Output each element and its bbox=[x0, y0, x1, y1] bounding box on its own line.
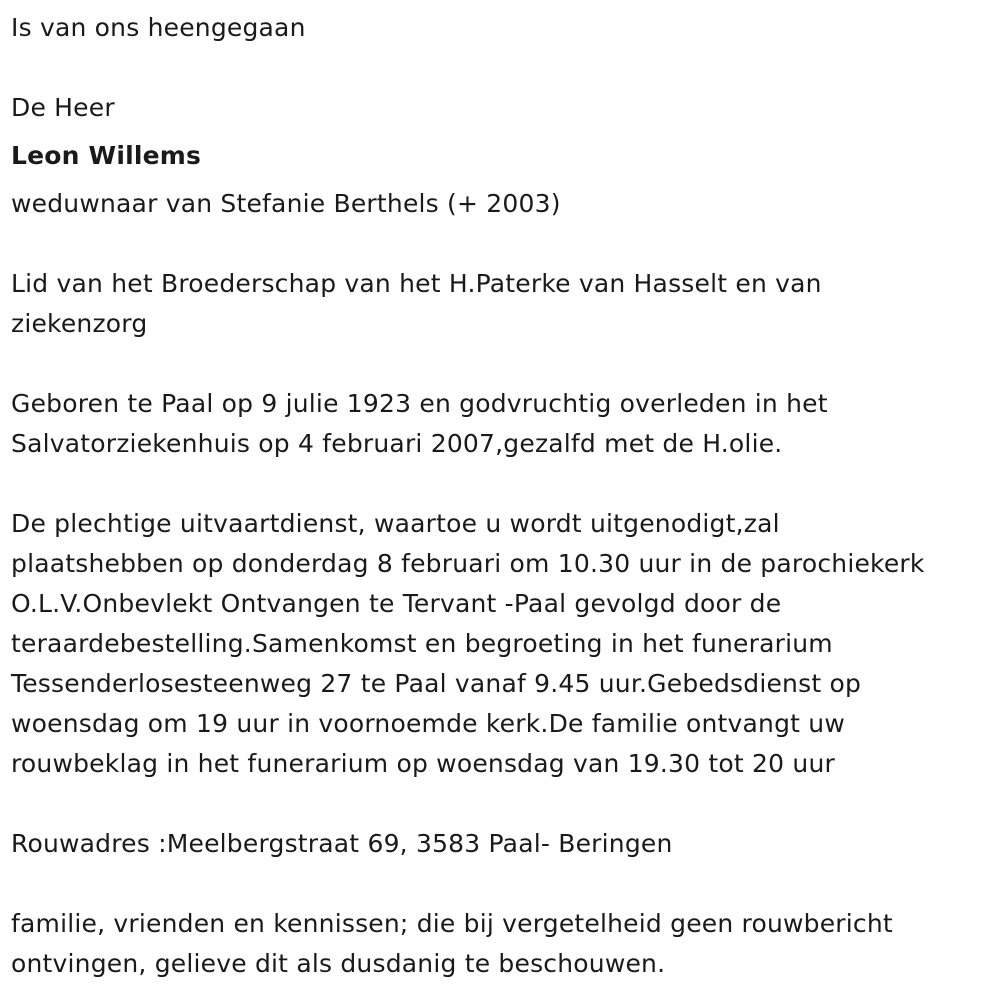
honorific-title: De Heer bbox=[11, 93, 115, 122]
birth-death-line: Geboren te Paal op 9 julie 1923 en godvruchtig overleden in het bbox=[11, 389, 828, 418]
birth-death-line: Salvatorziekenhuis op 4 februari 2007,gezalfd met de H.olie. bbox=[11, 429, 783, 458]
funeral-paragraph bbox=[11, 504, 1000, 784]
funeral-line: rouwbeklag in het funerarium op woensdag van 19.30 tot 20 uur bbox=[11, 749, 835, 778]
membership-paragraph bbox=[11, 264, 1000, 344]
membership-line: ziekenzorg bbox=[11, 309, 148, 338]
closing-paragraph bbox=[11, 904, 1000, 984]
title-paragraph bbox=[11, 88, 1000, 128]
funeral-line: teraardebestelling.Samenkomst en begroeting in het funerarium bbox=[11, 629, 833, 658]
funeral-line: O.L.V.Onbevlekt Ontvangen te Tervant -Paal gevolgd door de bbox=[11, 589, 782, 618]
funeral-line: plaatshebben op donderdag 8 februari om 10.30 uur in de parochiekerk bbox=[11, 549, 925, 578]
intro-text: Is van ons heengegaan bbox=[11, 13, 306, 42]
deceased-name: Leon Willems bbox=[11, 141, 202, 170]
funeral-line: Tessenderlosesteenweg 27 te Paal vanaf 9.45 uur.Gebedsdienst op bbox=[11, 669, 862, 698]
intro-paragraph bbox=[11, 8, 1000, 48]
closing-line: ontvingen, gelieve dit als dusdanig te beschouwen. bbox=[11, 949, 666, 978]
widower-text: weduwnaar van Stefanie Berthels (+ 2003) bbox=[11, 189, 561, 218]
birth-death-paragraph bbox=[11, 384, 1000, 464]
closing-line: familie, vrienden en kennissen; die bij vergetelheid geen rouwbericht bbox=[11, 909, 893, 938]
name-paragraph bbox=[11, 136, 1000, 176]
funeral-line: De plechtige uitvaartdienst, waartoe u wordt uitgenodigt,zal bbox=[11, 509, 780, 538]
address-paragraph bbox=[11, 824, 1000, 864]
mourning-address: Rouwadres :Meelbergstraat 69, 3583 Paal- Beringen bbox=[11, 829, 673, 858]
funeral-line: woensdag om 19 uur in voornoemde kerk.De familie ontvangt uw bbox=[11, 709, 845, 738]
membership-line: Lid van het Broederschap van het H.Paterke van Hasselt en van bbox=[11, 269, 822, 298]
widower-paragraph bbox=[11, 184, 1000, 224]
